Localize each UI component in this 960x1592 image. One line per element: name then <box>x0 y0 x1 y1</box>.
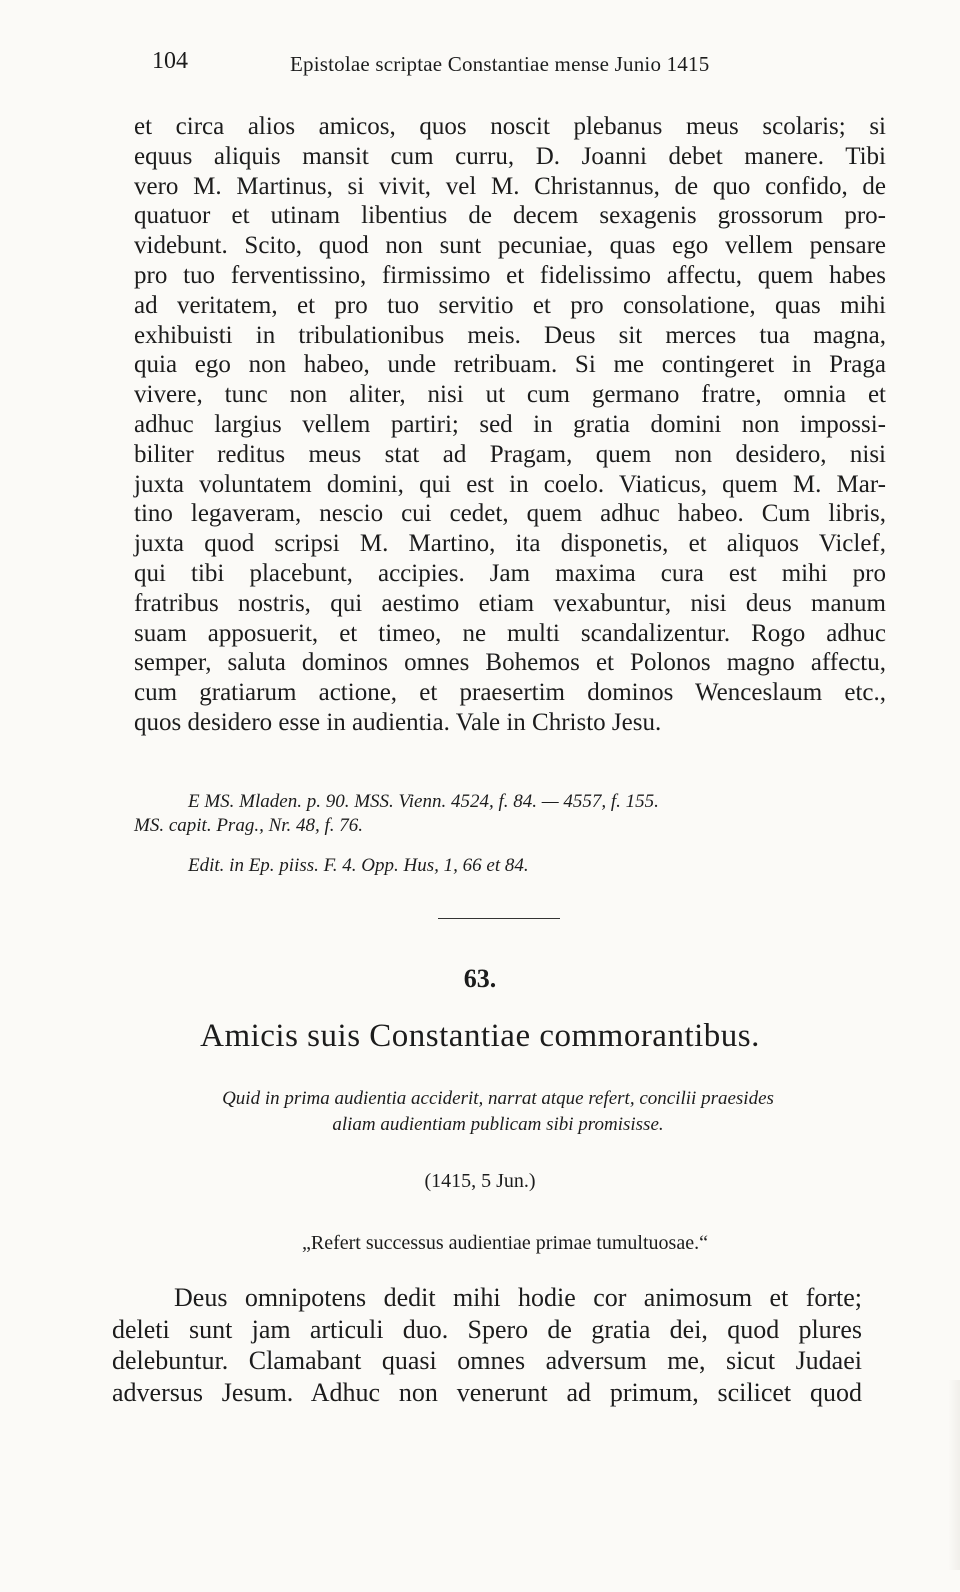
section-divider <box>438 918 560 919</box>
text-line: cum gratiarum actione, et praesertim dominos Wenceslaum etc., <box>134 679 886 707</box>
text-line: pro tuo ferventissino, firmissimo et fidelissimo affectu, quem habes <box>134 261 886 289</box>
text-line: juxta voluntatem domini, qui est in coelo. Viaticus, quem M. Mar- <box>134 470 886 498</box>
text-line: suam apposuerit, et timeo, ne multi scandalizentur. Rogo adhuc <box>134 619 886 647</box>
text-line: adhuc largius vellem partiri; sed in gratia domini non impossi- <box>134 410 886 438</box>
text-line: deleti sunt jam articuli duo. Spero de gratia dei, quod plures <box>112 1314 862 1344</box>
text-line: ad veritatem, et pro tuo servitio et pro consolatione, quas mihi <box>134 291 886 319</box>
text-line: semper, saluta dominos omnes Bohemos et Polonos magno affectu, <box>134 649 886 677</box>
text-line: videbunt. Scito, quod non sunt pecuniae, quas ego vellem pensare <box>134 232 886 260</box>
text-line: equus aliquis mansit cum curru, D. Joanni debet manere. Tibi <box>134 142 886 170</box>
text-line: Deus omnipotens dedit mihi hodie cor animosum et forte; <box>174 1283 862 1312</box>
edition-note: Edit. in Ep. piiss. F. 4. Opp. Hus, 1, 66 et 84. <box>188 855 529 876</box>
text-line: delebuntur. Clamabant quasi omnes adversum me, sicut Judaei <box>112 1346 862 1375</box>
text-line: exhibuisti in tribulationibus meis. Deus sit merces tua magna, <box>134 321 886 349</box>
source-notes <box>134 790 886 878</box>
text-line: biliter reditus meus stat ad Pragam, quem non desidero, nisi <box>134 440 886 468</box>
text-line: quatuor et utinam libentius de decem sexagenis grossorum pro- <box>134 202 886 230</box>
letter-number: 63. <box>463 964 497 993</box>
running-title: Epistolae scriptae Constantiae mense Junio 1415 <box>290 52 710 76</box>
source-line: MS. capit. Prag., Nr. 48, f. 76. <box>134 815 364 836</box>
letter-body <box>112 1282 862 1408</box>
text-line: quia ego non habeo, unde retribuam. Si me contingeret in Praga <box>134 351 886 379</box>
letter-quote: „Refert successus audientiae primae tumultuosae.“ <box>302 1232 708 1254</box>
text-line: qui tibi placebunt, accipies. Jam maxima cura est mihi pro <box>134 559 886 587</box>
previous-letter-text <box>134 112 886 738</box>
text-line: vero M. Martinus, si vivit, vel M. Christannus, de quo confido, de <box>134 172 886 200</box>
letter-summary <box>118 1086 878 1138</box>
text-line: adversus Jesum. Adhuc non venerunt ad primum, scilicet quod <box>112 1377 862 1407</box>
source-line: E MS. Mladen. p. 90. MSS. Vienn. 4524, f. 84. — 4557, f. 155. <box>188 791 659 812</box>
page-number: 104 <box>152 48 188 74</box>
summary-line: Quid in prima audientia acciderit, narrat atque refert, concilii praesides <box>222 1088 774 1109</box>
letter-title: Amicis suis Constantiae commorantibus. <box>200 1018 760 1054</box>
letter-date: (1415, 5 Jun.) <box>424 1170 536 1192</box>
summary-line: aliam audientiam publicam sibi promisisse. <box>332 1114 664 1135</box>
text-line: quos desidero esse in audientia. Vale in Christo Jesu. <box>134 708 662 736</box>
text-line: vivere, tunc non aliter, nisi ut cum germano fratre, omnia et <box>134 381 886 409</box>
page-edge-shadow <box>948 1380 960 1570</box>
text-line: fratribus nostris, qui aestimo etiam vexabuntur, nisi deus manum <box>134 589 886 617</box>
text-line: tino legaveram, nescio cui cedet, quem adhuc habeo. Cum libris, <box>134 500 886 528</box>
text-line: juxta quod scripsi M. Martino, ita disponetis, et aliquos Viclef, <box>134 530 886 558</box>
text-line: et circa alios amicos, quos noscit plebanus meus scolaris; si <box>134 113 886 140</box>
